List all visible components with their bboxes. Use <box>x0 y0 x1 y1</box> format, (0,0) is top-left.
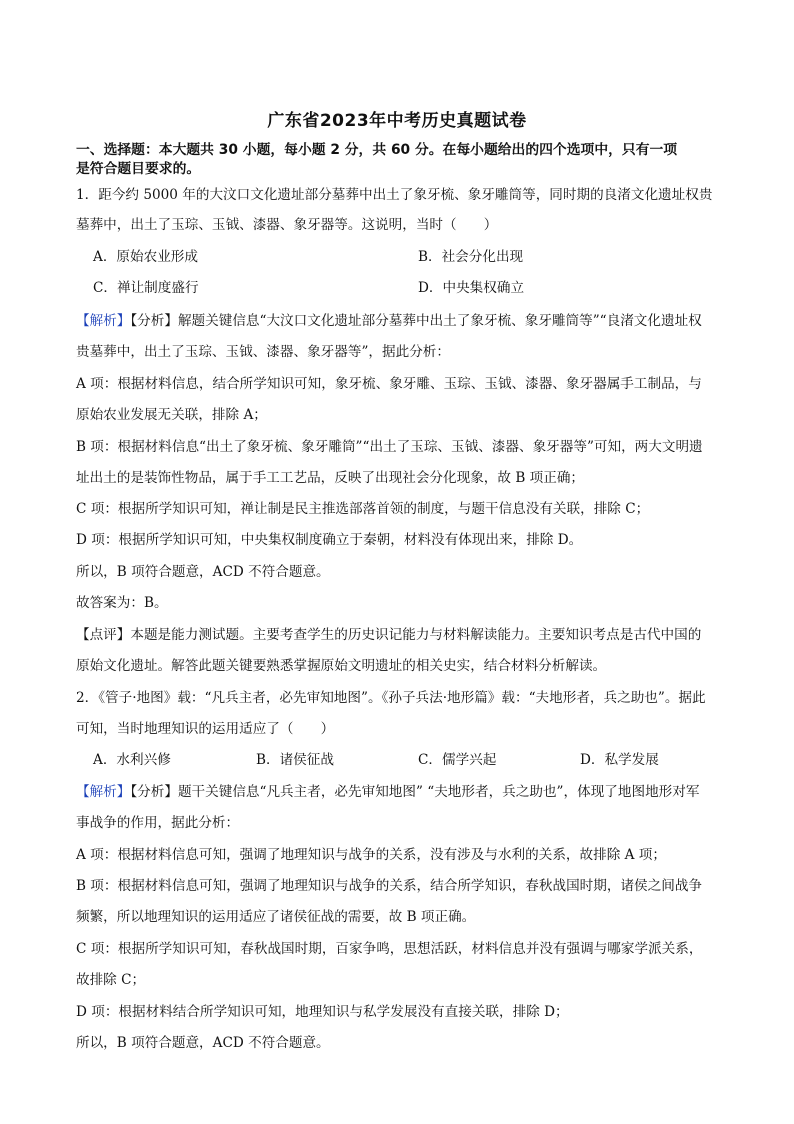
q1-analysis-line1 <box>76 312 702 330</box>
q2-stem-line1: 2．《管子·地图》载：“凡兵主者，必先审知地图”。《孙子兵法·地形篇》载：“夫地形者，兵之助也”。据此 <box>76 690 706 706</box>
q2-option-b-analysis-line2: 频繁，所以地理知识的运用适应了诸侯征战的需要，故 B 项正确。 <box>76 909 476 925</box>
q1-option-d-analysis: D 项：根据所学知识可知，中央集权制度确立于秦朝，材料没有体现出来，排除 D。 <box>76 532 583 548</box>
q1-option-a: A．原始农业形成 <box>93 249 198 265</box>
q1-option-d: D．中央集权确立 <box>418 280 525 296</box>
q1-option-c: C．禅让制度盛行 <box>93 280 199 296</box>
q1-analysis-text: 【分析】解题关键信息“大汶口文化遗址部分墓葬中出土了象牙梳、象牙雕筒等”“良渚文化遗址权 <box>130 313 702 329</box>
q1-analysis-line2: 贵墓葬中，出土了玉琮、玉钺、漆器、象牙器等”，据此分析： <box>76 344 450 360</box>
q2-analysis-line2: 事战争的作用，据此分析： <box>76 815 240 831</box>
q1-stem-line2: 墓葬中，出土了玉琮、玉钺、漆器、象牙器等。这说明，当时（ ） <box>76 217 498 233</box>
q2-analysis-text: 【分析】题干关键信息“凡兵主者，必先审知地图” “夫地形者，兵之助也”，体现了地图地形对军 <box>130 784 700 800</box>
q1-option-b-analysis-line1: B 项：根据材料信息“出土了象牙梳、象牙雕筒”“出土了玉琮、玉钺、漆器、象牙器等”可知，两大文明遗 <box>76 439 703 455</box>
section-instruction-line1: 一、选择题：本大题共 30 小题，每小题 2 分，共 60 分。在每小题给出的四个选项中，只有一项 <box>76 142 678 158</box>
q1-summary: 所以，B 项符合题意，ACD 不符合题意。 <box>76 564 330 580</box>
q1-answer: 故答案为：B。 <box>76 595 168 611</box>
q1-option-b-analysis-line2: 址出土的是装饰性物品，属于手工工艺品，反映了出现社会分化现象，故 B 项正确； <box>76 470 585 486</box>
q2-option-c-analysis-line1: C 项：根据所学知识可知，春秋战国时期，百家争鸣，思想活跃，材料信息并没有强调与哪家学派关系， <box>76 941 703 957</box>
q1-option-a-analysis-line2: 原始农业发展无关联，排除 A； <box>76 407 267 423</box>
q2-option-d-analysis: D 项：根据材料结合所学知识可知，地理知识与私学发展没有直接关联，排除 D； <box>76 1004 569 1020</box>
q2-option-b-analysis-line1: B 项：根据材料信息可知，强调了地理知识与战争的关系，结合所学知识，春秋战国时期，诸侯之间战争 <box>76 878 703 894</box>
q1-option-c-analysis: C 项：根据所学知识可知，禅让制是民主推选部落首领的制度，与题干信息没有关联，排除 C； <box>76 501 650 517</box>
q2-option-c-analysis-line2: 故排除 C； <box>76 972 146 988</box>
q1-stem-line1: 1．距今约 5000 年的大汶口文化遗址部分墓葬中出土了象牙梳、象牙雕筒等，同时期的良渚文化遗址权贵 <box>76 187 713 203</box>
q2-analysis-tag: 【解析】 <box>76 784 131 800</box>
q2-option-d: D．私学发展 <box>580 752 659 768</box>
q1-analysis-tag: 【解析】 <box>76 313 131 329</box>
q2-option-b: B．诸侯征战 <box>256 752 334 768</box>
q2-option-c: C．儒学兴起 <box>418 752 497 768</box>
q2-stem-line2: 可知，当时地理知识的运用适应了（ ） <box>76 721 335 737</box>
q2-option-a: A．水利兴修 <box>93 752 171 768</box>
q1-option-b: B．社会分化出现 <box>418 249 524 265</box>
q1-option-a-analysis-line1: A 项：根据材料信息，结合所学知识可知，象牙梳、象牙雕、玉琮、玉钺、漆器、象牙器属手工制品，与 <box>76 376 702 392</box>
q2-option-a-analysis: A 项：根据材料信息可知，强调了地理知识与战争的关系，没有涉及与水利的关系，故排除 A 项； <box>76 847 666 863</box>
q1-comment-line1: 【点评】本题是能力测试题。主要考查学生的历史识记能力与材料解读能力。主要知识考点是古代中国的 <box>76 627 702 643</box>
section-instruction-line2: 是符合题目要求的。 <box>76 161 201 177</box>
q2-analysis-line1 <box>76 783 699 801</box>
page-title: 广东省2023年中考历史真题试卷 <box>267 111 527 131</box>
q1-comment-line2: 原始文化遗址。解答此题关键要熟悉掌握原始文明遗址的相关史实，结合材料分析解读。 <box>76 658 607 674</box>
q2-summary: 所以，B 项符合题意，ACD 不符合题意。 <box>76 1035 330 1051</box>
